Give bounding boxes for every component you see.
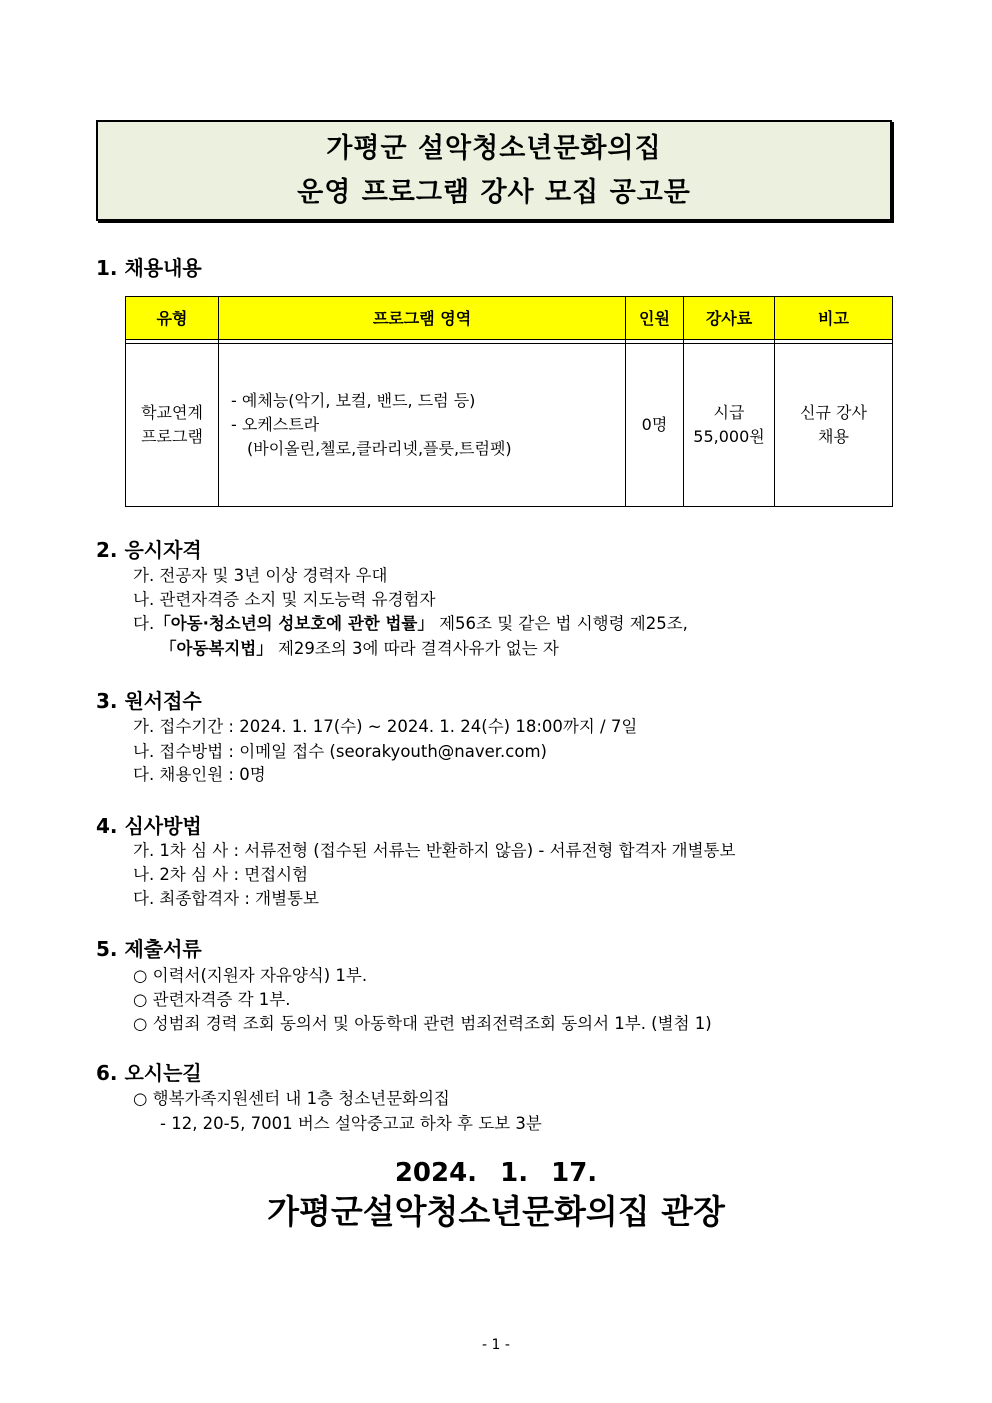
document-item-resume: ○ 이력서(지원자 자유양식) 1부. [133,966,368,985]
screening-second-round: 나. 2차 심 사 : 면접시험 [133,865,309,884]
cell-count: 0명 [626,343,684,506]
signature-director: 가평군설악청소년문화의집 관장 [267,1192,725,1231]
document-item-certificate: ○ 관련자격증 각 1부. [133,990,291,1009]
qualification-item-da [133,613,688,635]
directions-location: ○ 행복가족지원센터 내 1층 청소년문화의집 [133,1089,450,1108]
cell-note-line1: 신규 강사 [800,402,867,422]
directions-bus: - 12, 20-5, 7001 버스 설악중고교 하차 후 도보 3분 [160,1114,542,1133]
header-type: 유형 [126,297,219,340]
qualification-item-da-continued [160,638,559,660]
application-method: 나. 접수방법 : 이메일 접수 (seorakyouth@naver.com) [133,742,547,761]
area-item-2: - 오케스트라 [231,414,320,434]
screening-first-round: 가. 1차 심 사 : 서류전형 (접수된 서류는 반환하지 않음) - 서류전형 합격자 개별통보 [133,841,736,860]
cell-program-area [219,343,626,506]
qualification-item-na: 나. 관련자격증 소지 및 지도능력 유경험자 [133,590,436,609]
cell-type-line1: 학교연계 [141,402,203,422]
document-item-consent: ○ 성범죄 경력 조회 동의서 및 아동학대 관련 범죄전력조회 동의서 1부. (별첨 1) [133,1014,712,1033]
qualification-item-da-prefix: 다. [133,614,155,633]
title-line-2: 운영 프로그램 강사 모집 공고문 [297,176,691,208]
area-item-1: - 예체능(악기, 보컬, 밴드, 드럼 등) [231,390,476,410]
header-count: 인원 [626,297,684,340]
cell-type-line2: 프로그램 [141,426,203,446]
section-heading-documents: 5. 제출서류 [96,937,202,961]
table-header-row [126,297,893,340]
section-heading-screening: 4. 심사방법 [96,814,202,838]
qualification-item-da-text2: 제29조의 3에 따라 결격사유가 없는 자 [272,639,559,658]
cell-type [126,343,219,506]
cell-fee-line1: 시급 [713,402,745,422]
section-heading-application: 3. 원서접수 [96,689,202,713]
recruitment-table [125,296,893,507]
table-row [126,343,893,506]
header-fee: 강사료 [684,297,775,340]
qualification-item-da-text1: 제56조 및 같은 법 시행령 제25조, [433,614,688,633]
page-number: - 1 - [482,1337,510,1353]
screening-final: 다. 최종합격자 : 개별통보 [133,889,319,908]
announcement-date: 2024. 1. 17. [394,1158,598,1188]
section-heading-directions: 6. 오시는길 [96,1061,202,1085]
area-item-3: (바이올린,첼로,클라리넷,플룻,트럼펫) [247,438,512,458]
header-note: 비고 [775,297,893,340]
header-program-area: 프로그램 영역 [219,297,626,340]
cell-fee [684,343,775,506]
cell-note [775,343,893,506]
qualification-item-ga: 가. 전공자 및 3년 이상 경력자 우대 [133,566,388,585]
section-heading-recruitment: 1. 채용내용 [96,256,202,280]
section-heading-qualification: 2. 응시자격 [96,538,202,562]
law-name-youth-protection: 「아동·청소년의 성보호에 관한 법률」 [154,614,434,633]
cell-fee-line2: 55,000원 [693,426,765,446]
law-name-child-welfare: 「아동복지법」 [160,639,273,658]
application-headcount: 다. 채용인원 : 0명 [133,765,266,784]
title-box [96,120,892,221]
title-line-1: 가평군 설악청소년문화의집 [326,132,662,164]
application-period: 가. 접수기간 : 2024. 1. 17(수) ~ 2024. 1. 24(수) 18:00까지 / 7일 [133,717,638,736]
cell-note-line2: 채용 [818,426,849,446]
